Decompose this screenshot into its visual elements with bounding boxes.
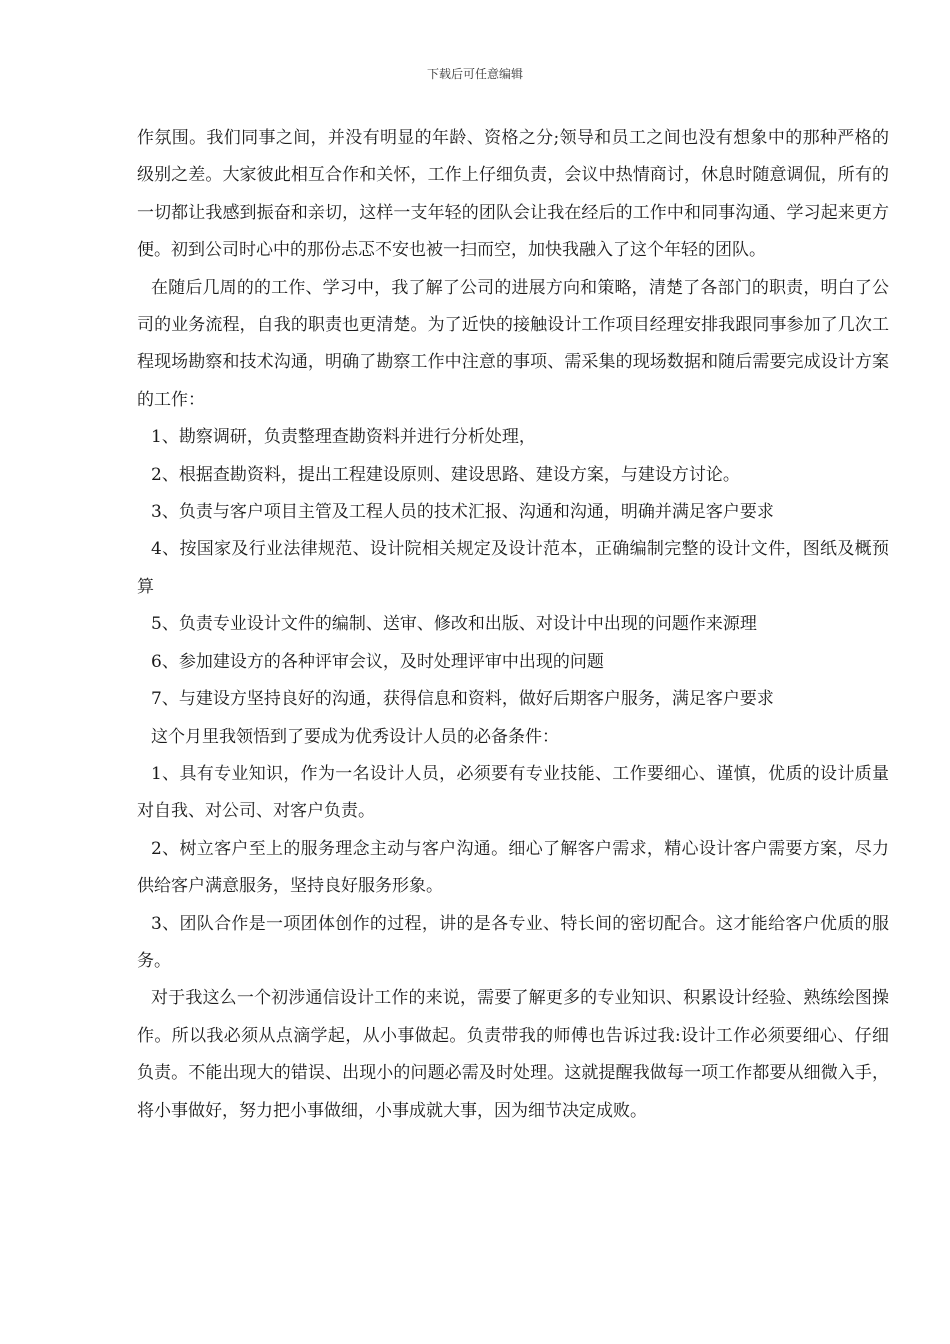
paragraph-conclusion: 对于我这么一个初涉通信设计工作的来说，需要了解更多的专业知识、积累设计经验、熟练绘图操作。所以我必须从点滴学起，从小事做起。负责带我的师傅也告诉过我:设计工作必须要细心、仔细负责。不能出现大的错误、出现小的问题必需及时处理。这就提醒我做每一项工作都要从细微入手，将小事做好，努力把小事做细，小事成就大事，因为细节决定成败。 (137, 988, 889, 1121)
paragraph-conditions-intro: 这个月里我领悟到了要成为优秀设计人员的必备条件： (151, 726, 559, 747)
list-item-duty-3: 3、负责与客户项目主管及工程人员的技术汇报、沟通和沟通，明确并满足客户要求 (151, 502, 774, 523)
page-header: 下载后可任意编辑 (426, 67, 523, 81)
document-body (137, 120, 889, 1130)
list-item-condition-2: 2、树立客户至上的服务理念主动与客户沟通。细心了解客户需求，精心设计客户需要方案，尽力供给客户满意服务，坚持良好服务形象。 (137, 838, 889, 897)
list-item-duty-4: 4、按国家及行业法律规范、设计院相关规定及设计范本，正确编制完整的设计文件，图纸及概预算 (137, 539, 889, 597)
paragraph-team-atmosphere: 作氛围。我们同事之间，并没有明显的年龄、资格之分;领导和员工之间也没有想象中的那种严格的级别之差。大家彼此相互合作和关怀，工作上仔细负责，会议中热情商讨，休息时随意调侃，所有的一切都让我感到振奋和亲切，这样一支年轻的团队会让我在经后的工作中和同事沟通、学习起来更方便。初到公司时心中的那份忐忑不安也被一扫而空，加快我融入了这个年轻的团队。 (137, 128, 889, 261)
list-item-duty-2: 2、根据查勘资料，提出工程建设原则、建设思路、建设方案，与建设方讨论。 (151, 464, 740, 485)
list-item-duty-6: 6、参加建设方的各种评审会议，及时处理评审中出现的问题 (151, 651, 604, 672)
paragraph-weeks-learning: 在随后几周的的工作、学习中，我了解了公司的进展方向和策略，清楚了各部门的职责，明白了公司的业务流程，自我的职责也更清楚。为了近快的接触设计工作项目经理安排我跟同事参加了几次工程现场勘察和技术沟通，明确了勘察工作中注意的事项、需采集的现场数据和随后需要完成设计方案的工作： (137, 277, 889, 410)
list-item-duty-1: 1、勘察调研，负责整理查勘资料并进行分析处理， (151, 427, 536, 448)
list-item-duty-7: 7、与建设方坚持良好的沟通，获得信息和资料，做好后期客户服务，满足客户要求 (151, 689, 774, 710)
list-item-condition-1: 1、具有专业知识，作为一名设计人员，必须要有专业技能、工作要细心、谨慎，优质的设计质量对自我、对公司、对客户负责。 (137, 763, 889, 822)
list-item-condition-3: 3、团队合作是一项团体创作的过程，讲的是各专业、特长间的密切配合。这才能给客户优质的服务。 (137, 913, 889, 971)
list-item-duty-5: 5、负责专业设计文件的编制、送审、修改和出版、对设计中出现的问题作来源理 (151, 614, 757, 635)
